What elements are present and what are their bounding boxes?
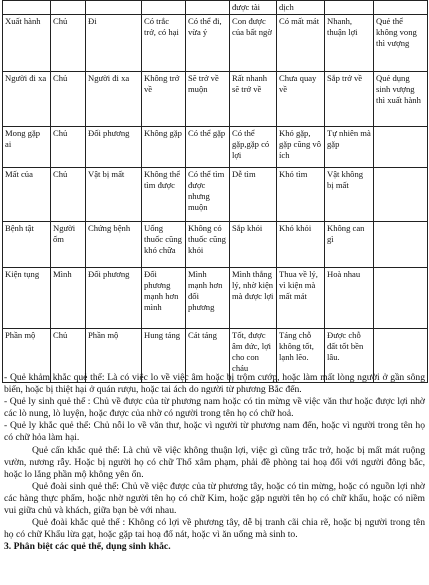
- table-cell: Đối phương: [86, 268, 142, 329]
- table-cell: Có mất mát: [277, 15, 325, 72]
- table-cell: Không can gì: [325, 222, 374, 268]
- table-row: [3, 268, 428, 329]
- table-row: [3, 127, 428, 168]
- table-cell: [142, 1, 186, 15]
- paragraph-can-khac: Quẻ cấn khắc quẻ thể: Là chủ về việc không thuận lợi, việc gì cũng trắc trở, hoặc bị mất mát ruộng vườn, nương rẫy. Hoặc bị người họ có chữ Thổ xâm phạm, phải đề phòng tai hoạ đối với người đông bắc, hoặc lo lắng phần mộ không yên ổn.: [4, 444, 425, 480]
- table-cell: [374, 168, 428, 222]
- table-cell: Tự nhiên mà gặp: [325, 127, 374, 168]
- table-cell: [86, 1, 142, 15]
- table-cell: Sẽ trở về muộn: [186, 72, 230, 127]
- divination-table: [2, 0, 428, 383]
- table-cell: Có thể đi, vừa ý: [186, 15, 230, 72]
- table-row: [3, 15, 428, 72]
- table-cell: Có thể gặp,gặp có lợi: [230, 127, 277, 168]
- row-header-cell: Phần mộ: [3, 329, 51, 383]
- row-header-cell: Mong gặp ai: [3, 127, 51, 168]
- table-cell: [51, 1, 86, 15]
- section-heading: 3. Phân biệt các quẻ thể, dụng sinh khắc.: [4, 541, 171, 553]
- table-cell: Quẻ thể không vong thì vượng: [374, 15, 428, 72]
- table-cell: Vật bị mất: [86, 168, 142, 222]
- table-cell: Hung táng: [142, 329, 186, 383]
- paragraph-doai-sinh: Quẻ đoài sinh quẻ thể: Chủ về việc được của từ phương tây, hoặc có tin mừng, hoặc có nguồn lợi nhờ các hàng thực phẩm, hoặc nhờ người tên họ có chữ Kim, hoặc gặp người tên họ có chữ khẩu, hoặc có niềm vui giữa chủ và khách, giữa bạn bè với nhau.: [4, 480, 425, 517]
- table-cell: Khó khỏi: [277, 222, 325, 268]
- table-cell: Con được của bất ngờ: [230, 15, 277, 72]
- table-cell: Sắp trở về: [325, 72, 374, 127]
- table-cell: Rất nhanh sẽ trở về: [230, 72, 277, 127]
- table-row: [3, 222, 428, 268]
- table-cell: Vật không bị mất: [325, 168, 374, 222]
- table-cell: Chủ: [51, 72, 86, 127]
- row-header-cell: Xuất hành: [3, 15, 51, 72]
- table-cell: [374, 222, 428, 268]
- table-cell: [3, 1, 51, 15]
- row-header-cell: Người đi xa: [3, 72, 51, 127]
- table-cell: Quẻ dụng sinh vượng thì xuất hành: [374, 72, 428, 127]
- table-cell: [186, 1, 230, 15]
- table-cell: Không gặp: [142, 127, 186, 168]
- table-cell: Đi: [86, 15, 142, 72]
- table-cell: Đối phương: [86, 127, 142, 168]
- table-cell: [374, 127, 428, 168]
- table-cell: Có trắc trở, có hại: [142, 15, 186, 72]
- table-cell: được tài: [230, 1, 277, 15]
- table-cell: Phần mộ: [86, 329, 142, 383]
- text-body: [4, 372, 425, 553]
- paragraph-ly-sinh: - Quẻ ly sinh quẻ thể : Chủ về được của từ phương nam hoặc có tin mừng về việc văn thư hoặc được lợi nhờ các lò nung, lò luyện, hoặc được của nhờ có người trong tên họ có chữ hoả.: [4, 396, 425, 420]
- table-cell: [325, 1, 374, 15]
- table-cell: Chủ: [51, 168, 86, 222]
- table-cell: Người đi xa: [86, 72, 142, 127]
- table-cell: Dễ tìm: [230, 168, 277, 222]
- table-cell: Không trở về: [142, 72, 186, 127]
- table-cell: Tốt, được âm đức, lợi cho con cháu: [230, 329, 277, 383]
- table-cell: Đối phương mạnh hơn mình: [142, 268, 186, 329]
- table-cell: [374, 268, 428, 329]
- table-row-fragment: [3, 1, 428, 15]
- table-cell: Không có thuốc cũng khỏi: [186, 222, 230, 268]
- table-cell: Khó tìm: [277, 168, 325, 222]
- table-cell: Chủ: [51, 15, 86, 72]
- row-header-cell: Kiện tụng: [3, 268, 51, 329]
- table-cell: Khó gặp, gặp cũng vô ích: [277, 127, 325, 168]
- table-cell: Người ốm: [51, 222, 86, 268]
- paragraph-ly-khac: - Quẻ ly khắc quẻ thể: Chủ nỗi lo về văn thư, hoặc vì người từ phương nam đến, hoặc vì người trong tên họ có chữ hỏa làm hại.: [4, 420, 425, 444]
- table-cell: Mình: [51, 268, 86, 329]
- table-cell: [374, 1, 428, 15]
- table-cell: Chủ: [51, 127, 86, 168]
- table-cell: Chưa quay về: [277, 72, 325, 127]
- table-row: [3, 72, 428, 127]
- table-cell: Táng chỗ không tốt, lạnh lẽo.: [277, 329, 325, 383]
- table-cell: Mình thắng lý, nhờ kiện mà được lợi: [230, 268, 277, 329]
- table-cell: Nhanh, thuận lợi: [325, 15, 374, 72]
- row-header-cell: Mất của: [3, 168, 51, 222]
- table-cell: Uống thuốc cũng khó chữa: [142, 222, 186, 268]
- paragraph-doai-khac: Quẻ đoài khắc quẻ thể : Không có lợi về phương tây, dễ bị tranh cãi chia rẽ, hoặc bị người trong tên họ có chữ Khẩu lừa gạt, hoặc gặp tai hoạ đổ nát, hoặc vì ăn uống mà sinh to.: [4, 517, 425, 541]
- table-cell: Mình mạnh hơn đối phương: [186, 268, 230, 329]
- table-cell: Được chỗ đất tốt bền lâu.: [325, 329, 374, 383]
- table-cell: Cát táng: [186, 329, 230, 383]
- table-row: [3, 168, 428, 222]
- paragraph-kham: - Quẻ khảm khắc quẻ thể: Là có việc lo về việc âm hoặc bị trộm cướp, hoặc làm mất lòng người ở gần sông biển, hoặc bị thiệt hại ở quán rượu, hoặc tai ách do người từ phương Bắc đến.: [4, 372, 425, 396]
- table-cell: Chứng bệnh: [86, 222, 142, 268]
- table-cell: Không thể tìm được: [142, 168, 186, 222]
- table-cell: dịch: [277, 1, 325, 15]
- table-cell: Có thể gặp: [186, 127, 230, 168]
- table-cell: Sắp khỏi: [230, 222, 277, 268]
- table-cell: Chủ: [51, 329, 86, 383]
- table-cell: Hoà nhau: [325, 268, 374, 329]
- row-header-cell: Bệnh tật: [3, 222, 51, 268]
- table-cell: Thua về lý, vì kiện mà mất mát: [277, 268, 325, 329]
- table-cell: Có thể tìm được nhưng muộn: [186, 168, 230, 222]
